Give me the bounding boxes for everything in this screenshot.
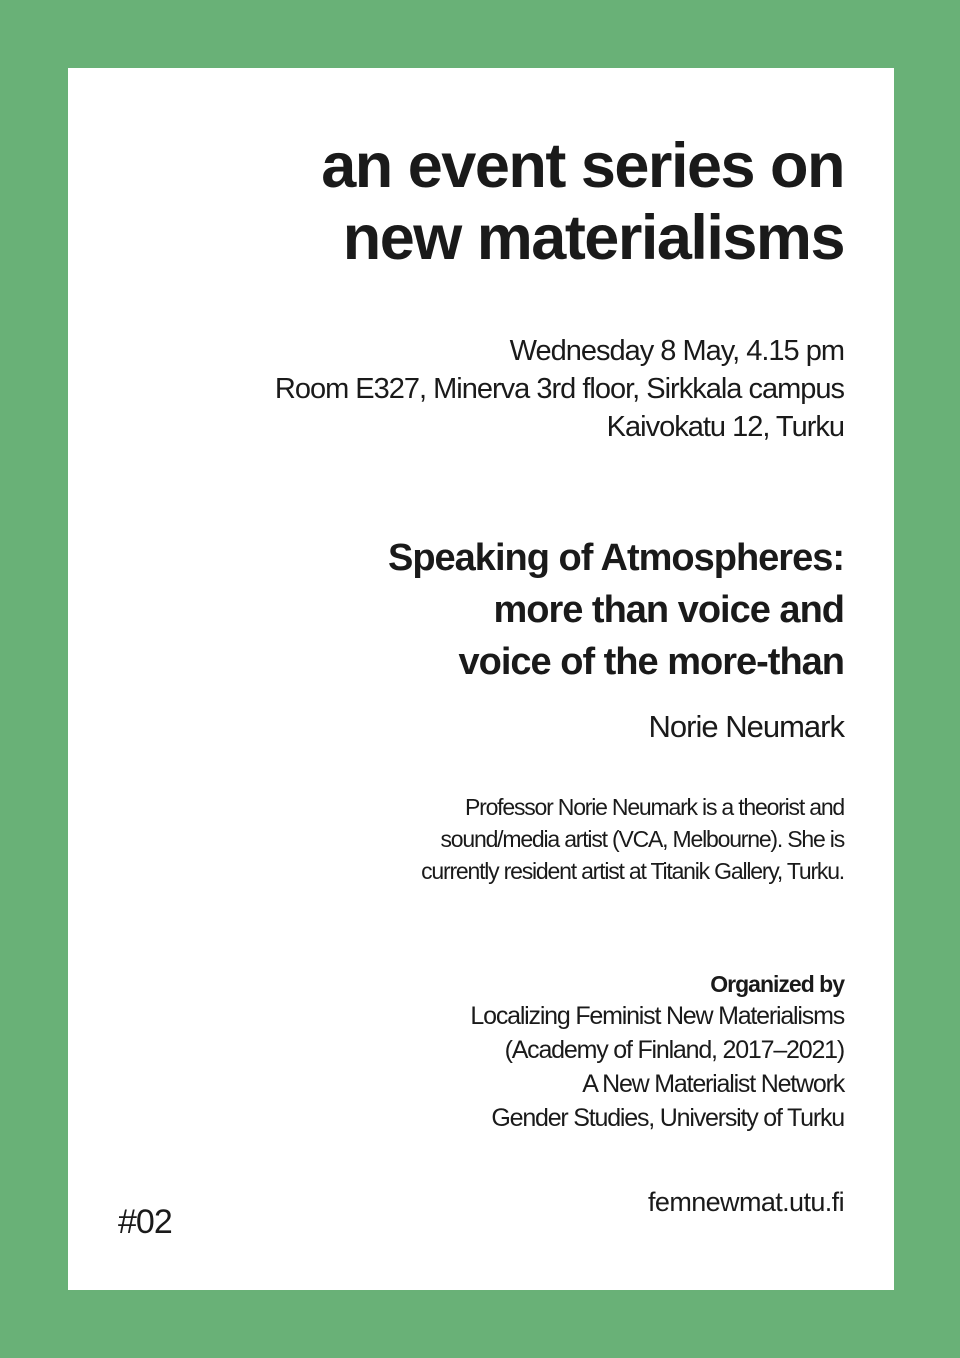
talk-title-line-3: voice of the more-than [458,641,844,683]
organizer-item: (Academy of Finland, 2017–2021) [504,1036,844,1064]
event-details [124,332,844,446]
speaker-name: Norie Neumark [648,709,844,744]
organizer-item: Localizing Feminist New Materialisms [470,1002,844,1030]
speaker-bio [244,791,844,887]
series-title [124,130,844,274]
event-room: Room E327, Minerva 3rd floor, Sirkkala campus [274,373,844,405]
talk-title [124,532,844,688]
series-title-line-1: an event series on [321,131,844,201]
organizers-heading: Organized by [710,971,844,997]
event-datetime: Wednesday 8 May, 4.15 pm [509,335,844,367]
talk-title-line-2: more than voice and [493,589,844,631]
bio-line-3: currently resident artist at Titanik Gallery, Turku. [421,858,844,884]
organizers-list [244,999,844,1135]
poster-page [68,68,894,1290]
website-link[interactable]: femnewmat.utu.fi [648,1187,844,1217]
organizer-item: Gender Studies, University of Turku [491,1104,844,1132]
organizer-item: A New Materialist Network [582,1070,844,1098]
event-address: Kaivokatu 12, Turku [606,411,844,443]
bio-line-2: sound/media artist (VCA, Melbourne). She is [440,826,844,852]
bio-line-1: Professor Norie Neumark is a theorist and [464,794,844,820]
issue-number: #02 [118,1203,172,1241]
talk-title-line-1: Speaking of Atmospheres: [387,537,844,579]
series-title-line-2: new materialisms [342,203,844,273]
